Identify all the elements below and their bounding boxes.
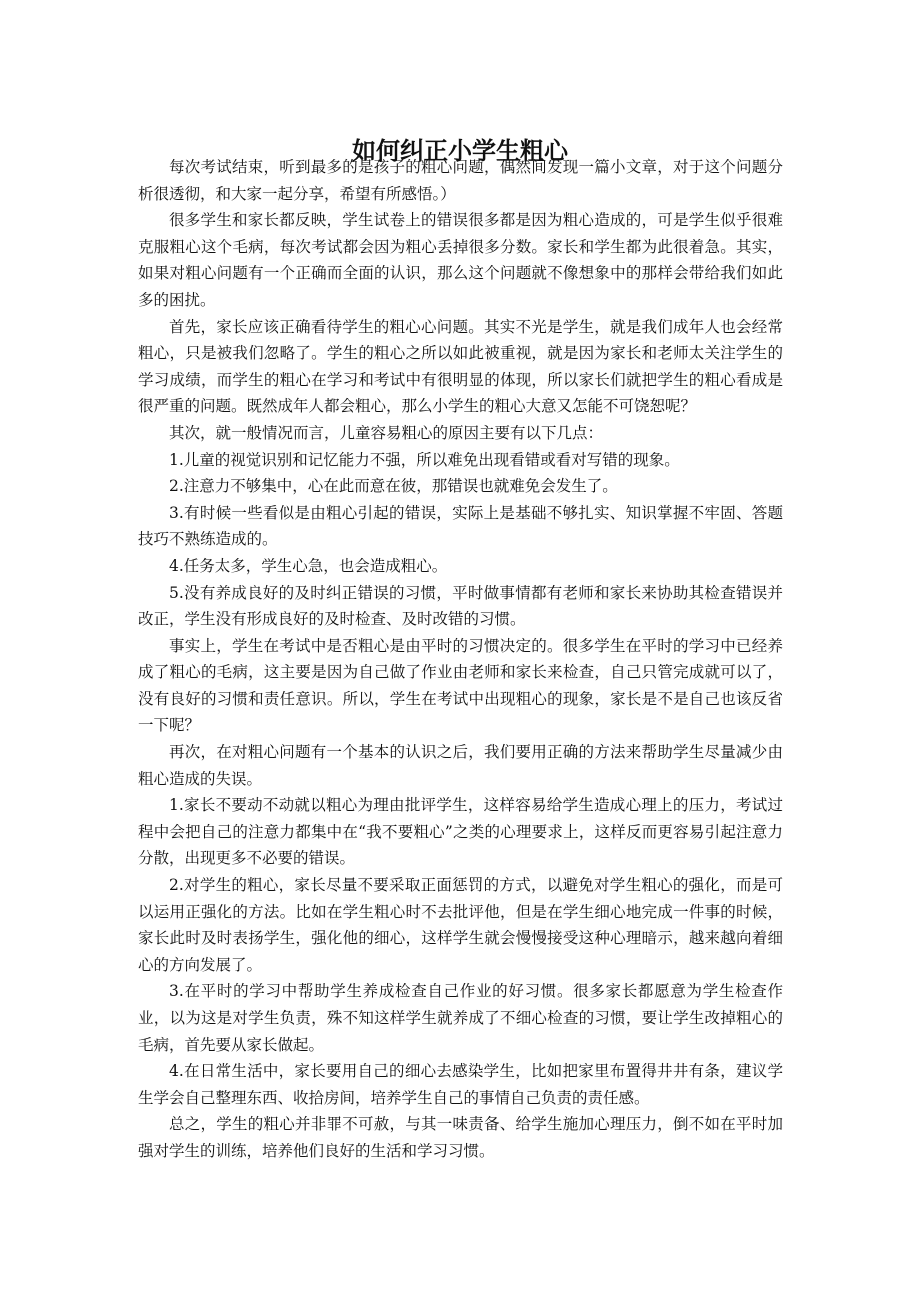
paragraph: 事实上，学生在考试中是否粗心是由平时的习惯决定的。很多学生在平时的学习中已经养成了粗心的毛病，这主要是因为自己做了作业由老师和家长来检查，自己只管完成就可以了，没有良好的习惯和责任意识。所以，学生在考试中出现粗心的现象，家长是不是自己也该反省一下呢？ (138, 636, 783, 735)
paragraph: 每次考试结束，听到最多的是孩子的粗心问题，偶然间发现一篇小文章，对于这个问题分析很透彻，和大家一起分享，希望有所感悟。） (138, 158, 783, 203)
list-item: 1.儿童的视觉识别和记忆能力不强，所以难免出现看错或看对写错的现象。 (169, 450, 680, 469)
list-item: 2.注意力不够集中，心在此而意在彼，那错误也就难免会发生了。 (169, 477, 618, 496)
list-item: 4.在日常生活中，家长要用自己的细心去感染学生，比如把家里布置得井井有条，建议学生学会自己整理东西、收拾房间，培养学生自己的事情自己负责的责任感。 (138, 1062, 783, 1107)
paragraph: 总之，学生的粗心并非罪不可赦，与其一味责备、给学生施加心理压力，倒不如在平时加强对学生的训练，培养他们良好的生活和学习习惯。 (138, 1115, 783, 1160)
list-item: 4.任务太多，学生心急，也会造成粗心。 (169, 556, 448, 575)
list-item: 2.对学生的粗心，家长尽量不要采取正面惩罚的方式，以避免对学生粗心的强化，而是可以运用正强化的方法。比如在学生粗心时不去批评他，但是在学生细心地完成一件事的时候，家长此时及时表扬学生，强化他的细心，这样学生就会慢慢接受这种心理暗示，越来越向着细心的方向发展了。 (138, 876, 783, 974)
document-title: 如何纠正小学生粗心 (352, 136, 568, 166)
list-item: 3.有时候一些看似是由粗心引起的错误，实际上是基础不够扎实、知识掌握不牢固、答题技巧不熟练造成的。 (138, 503, 783, 549)
paragraph: 首先，家长应该正确看待学生的粗心心问题。其实不光是学生，就是我们成年人也会经常粗心，只是被我们忽略了。学生的粗心之所以如此被重视，就是因为家长和老师太关注学生的学习成绩，而学生的粗心在学习和考试中有很明显的体现，所以家长们就把学生的粗心看成是很严重的问题。既然成年人都会粗心，那么小学生的粗心大意又怎能不可饶恕呢？ (138, 317, 783, 416)
document-body (138, 154, 783, 1165)
paragraph: 再次，在对粗心问题有一个基本的认识之后，我们要用正确的方法来帮助学生尽量减少由粗心造成的失误。 (138, 743, 783, 788)
list-item: 5.没有养成良好的及时纠正错误的习惯，平时做事情都有老师和家长来协助其检查错误并改正，学生没有形成良好的及时检查、及时改错的习惯。 (138, 583, 783, 629)
list-item: 1.家长不要动不动就以粗心为理由批评学生，这样容易给学生造成心理上的压力，考试过程中会把自己的注意力都集中在“我不要粗心”之类的心理要求上，这样反而更容易引起注意力分散，出现更多不必要的错误。 (138, 796, 783, 868)
paragraph: 很多学生和家长都反映，学生试卷上的错误很多都是因为粗心造成的，可是学生似乎很难克服粗心这个毛病，每次考试都会因为粗心丢掉很多分数。家长和学生都为此很着急。其实，如果对粗心问题有一个正确而全面的认识，那么这个问题就不像想象中的那样会带给我们如此多的困扰。 (138, 211, 783, 309)
paragraph: 其次，就一般情况而言，儿童容易粗心的原因主要有以下几点： (169, 423, 604, 442)
list-item: 3.在平时的学习中帮助学生养成检查自己作业的好习惯。很多家长都愿意为学生检查作业，以为这是对学生负责，殊不知这样学生就养成了不细心检查的习惯，要让学生改掉粗心的毛病，首先要从家长做起。 (138, 982, 783, 1054)
